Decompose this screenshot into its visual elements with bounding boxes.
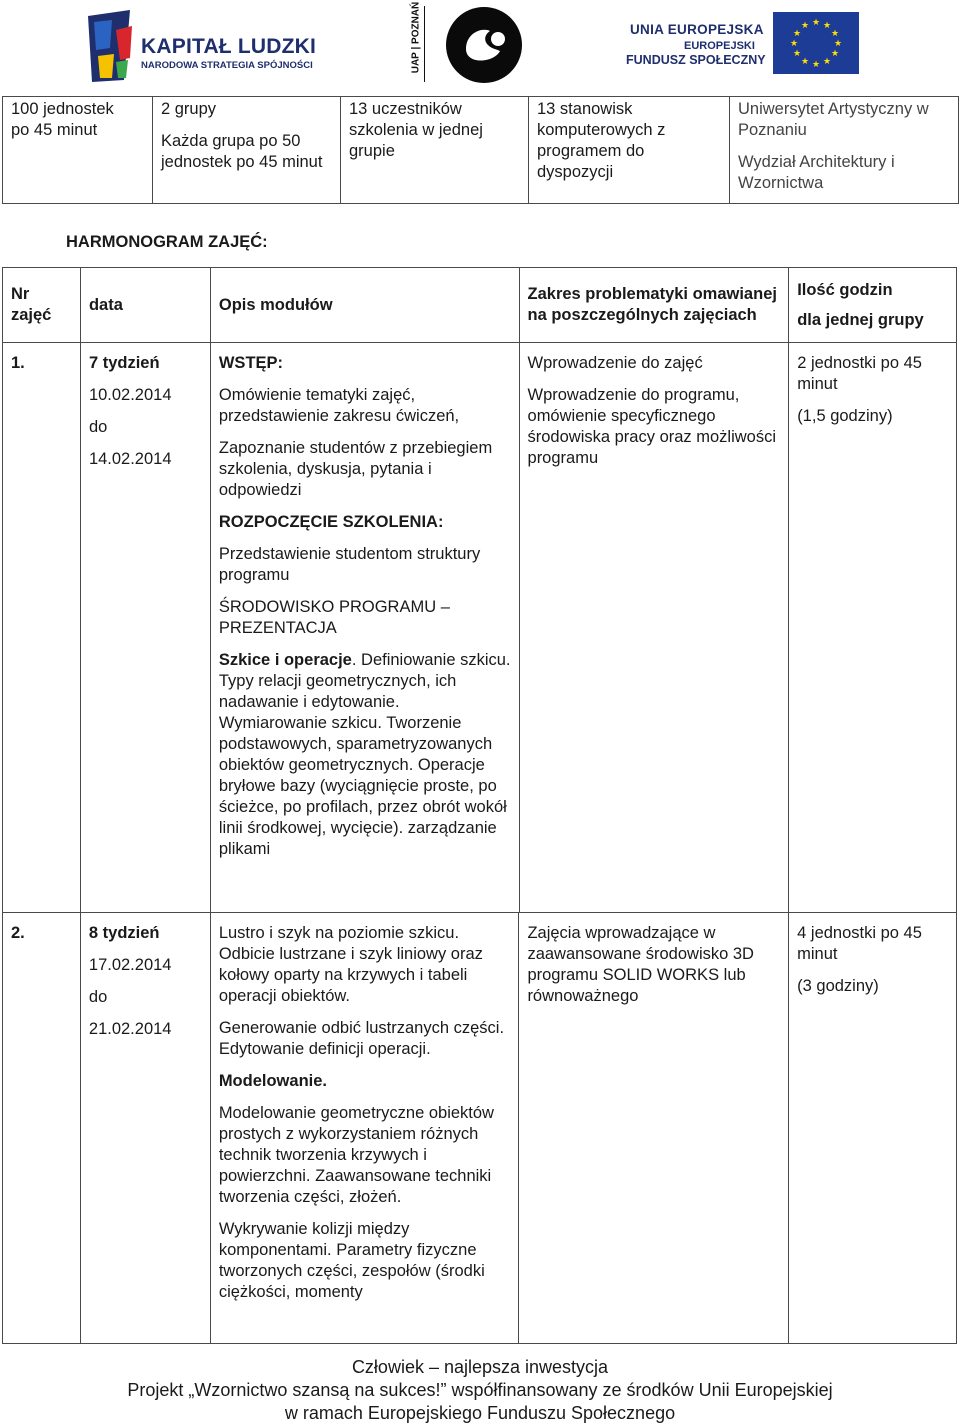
uap-logo-text: UAP | POZNAŃ	[410, 1, 422, 74]
university-name: Uniwersytet Artystyczny w Poznaniu	[738, 100, 929, 139]
kapital-ludzki-logo	[86, 8, 316, 84]
header-hours-line2: dla jednej grupy	[797, 310, 924, 329]
row-description	[210, 913, 519, 1344]
svg-text:★: ★	[800, 21, 810, 31]
row-nr: 1.	[3, 343, 81, 913]
units-line1: 100 jednostek	[11, 100, 114, 118]
schedule-row	[3, 913, 957, 1344]
row-date-to: 14.02.2014	[88, 450, 172, 468]
schedule-heading: HARMONOGRAM ZAJĘĆ:	[66, 233, 268, 251]
groups-count: 2 grupy	[161, 100, 217, 118]
svg-text:★: ★	[822, 57, 832, 67]
stations-cell	[529, 97, 730, 204]
hours-units: 2 jednostki po 45 minut	[797, 354, 922, 393]
units-line2: po 45 minut	[11, 121, 98, 139]
svg-text:★: ★	[830, 29, 840, 39]
desc-modeling: Modelowanie geometryczne obiektów prostych z wykorzystaniem różnych technik tworzenia krzywych i powierzchni. Zaawansowane techniki tworzenia części, złożeń.	[218, 1104, 494, 1206]
row-scope	[519, 913, 789, 1344]
faculty-name: Wydział Architektury i Wzornictwa	[738, 153, 895, 192]
logo-bar	[0, 0, 960, 92]
project-info-row	[3, 97, 959, 204]
desc-generate: Generowanie odbić lustrzanych części. Edytowanie definicji operacji.	[218, 1019, 505, 1058]
participants-text: 13 uczestników szkolenia w jednej grupie	[349, 100, 483, 160]
row-hours	[789, 913, 957, 1344]
desc-sketches-title: Szkice i operacje	[218, 651, 352, 669]
desc-structure: Przedstawienie studentom struktury programu	[218, 545, 481, 584]
kapital-ludzki-emblem-icon	[86, 8, 142, 84]
row-scope	[519, 343, 789, 913]
desc-modeling-heading: Modelowanie.	[218, 1072, 327, 1090]
project-info-table	[2, 96, 959, 204]
row-description	[210, 343, 519, 913]
svg-text:★: ★	[792, 49, 802, 59]
header-hours	[789, 268, 957, 343]
header-scope: Zakres problematyki omawianej na poszczególnych zajęciach	[519, 268, 789, 343]
university-cell	[730, 97, 959, 204]
row-date	[80, 913, 210, 1344]
hours-total: (3 godziny)	[797, 977, 879, 995]
footer-fund: w ramach Europejskiego Funduszu Społecznego	[284, 1403, 676, 1423]
svg-text:★: ★	[789, 39, 799, 49]
schedule-table	[2, 267, 957, 913]
footer-slogan: Człowiek – najlepsza inwestycja	[351, 1357, 609, 1377]
row-date-to: 21.02.2014	[88, 1020, 172, 1038]
hours-total: (1,5 godziny)	[797, 407, 893, 425]
page-footer	[0, 1356, 960, 1425]
schedule-table-continued	[2, 912, 957, 1344]
schedule-row	[3, 343, 957, 913]
row-nr: 2.	[3, 913, 81, 1344]
scope-advanced: Zajęcia wprowadzające w zaawansowane środowisko 3D programu SOLID WORKS lub równoważnego	[527, 924, 754, 1005]
svg-text:★: ★	[830, 49, 840, 59]
units-cell	[3, 97, 153, 204]
row-week: 7 tydzień	[88, 354, 160, 372]
svg-text:★: ★	[811, 18, 821, 28]
row-date-from: 17.02.2014	[88, 956, 172, 974]
desc-overview: Omówienie tematyki zajęć, przedstawienie zakresu ćwiczeń,	[218, 386, 460, 425]
desc-sketches-body: . Definiowanie szkicu. Typy relacji geometrycznych, ich nadawanie i edytowanie. Wymiarowanie szkicu. Tworzenie podstawowych, sparametryzowanych obiektów geometrycznych. Operacje bryłowe bazy (wyciągnięcie proste, po ścieżce, po profilach, przez obrót wokół linii środkowej, wycięcie). zarządzanie plikami	[218, 651, 511, 858]
svg-text:★: ★	[800, 57, 810, 67]
design-drop-logo-icon	[444, 5, 524, 85]
desc-intro-heading: WSTĘP:	[218, 354, 284, 372]
svg-text:★: ★	[792, 29, 802, 39]
row-week: 8 tydzień	[88, 924, 160, 942]
eu-logo-line3: FUNDUSZ SPOŁECZNY	[626, 53, 766, 67]
header-hours-line1: Ilość godzin	[797, 280, 893, 299]
row-date-from: 10.02.2014	[88, 386, 172, 404]
uap-logo	[404, 1, 428, 84]
header-nr: Nr zajęć	[3, 268, 81, 343]
kapital-ludzki-subtitle: NARODOWA STRATEGIA SPÓJNOŚCI	[141, 60, 313, 71]
desc-introduction: Zapoznanie studentów z przebiegiem szkolenia, dyskusja, pytania i odpowiedzi	[218, 439, 493, 499]
svg-text:★: ★	[822, 21, 832, 31]
scope-program: Wprowadzenie do programu, omówienie specyficznego środowiska pracy oraz możliwości programu	[527, 386, 777, 467]
svg-text:★: ★	[833, 39, 843, 49]
participants-cell	[341, 97, 529, 204]
svg-text:★: ★	[811, 60, 821, 70]
hours-units: 4 jednostki po 45 minut	[797, 924, 922, 963]
desc-collisions: Wykrywanie kolizji między komponentami. Parametry fizyczne tworzonych części, zespołów (środki ciężkości, momenty	[218, 1220, 485, 1301]
desc-environment: ŚRODOWISKO PROGRAMU – PREZENTACJA	[218, 598, 450, 637]
eu-logo	[626, 12, 860, 74]
row-date	[80, 343, 210, 913]
desc-sketches	[219, 650, 511, 860]
groups-cell	[153, 97, 341, 204]
eu-logo-line2: EUROPEJSKI	[684, 40, 755, 52]
eu-logo-line1: UNIA EUROPEJSKA	[630, 22, 764, 37]
eu-flag-icon	[773, 12, 859, 74]
uap-divider	[424, 6, 425, 82]
desc-mirror: Lustro i szyk na poziomie szkicu. Odbicie lustrzane i szyk liniowy oraz kołowy oparty na krzywych i tabeli operacji obiektów.	[218, 924, 483, 1005]
schedule-header-row	[3, 268, 957, 343]
row-date-sep: do	[88, 988, 108, 1006]
header-description: Opis modułów	[210, 268, 519, 343]
kapital-ludzki-title: KAPITAŁ LUDZKI	[141, 35, 317, 58]
row-date-sep: do	[88, 418, 108, 436]
groups-detail: Każda grupa po 50 jednostek po 45 minut	[161, 132, 323, 171]
stations-text: 13 stanowisk komputerowych z programem do dyspozycji	[537, 100, 666, 181]
row-hours	[789, 343, 957, 913]
header-date: data	[80, 268, 210, 343]
scope-intro: Wprowadzenie do zajęć	[527, 354, 703, 372]
footer-project: Projekt „Wzornictwo szansą na sukces!” współfinansowany ze środków Unii Europejskiej	[127, 1380, 833, 1400]
desc-start-heading: ROZPOCZĘCIE SZKOLENIA:	[218, 513, 444, 531]
